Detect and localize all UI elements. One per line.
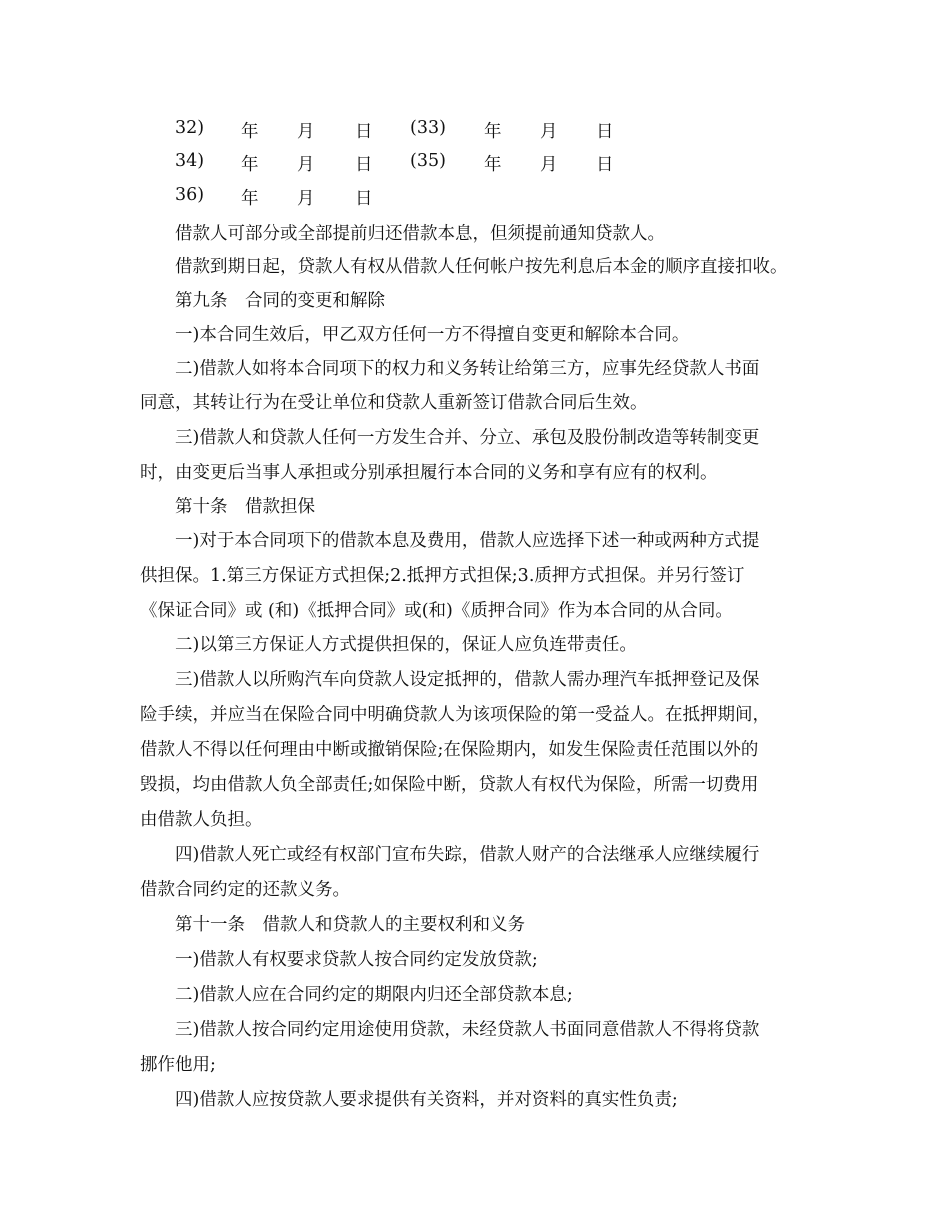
schedule-item-label: (33) [410,118,446,138]
schedule-day: 日 [355,155,373,175]
schedule-month: 月 [297,189,315,209]
paragraph-line: 毁损，均由借款人负全部责任;如保险中断，贷款人有权代为保险，所需一切费用 [140,775,759,795]
paragraph-line: 借款到期日起，贷款人有权从借款人任何帐户按先利息后本金的顺序直接扣收。 [175,257,788,277]
repayment-schedule-row [175,151,655,181]
schedule-day: 日 [596,122,614,142]
paragraph-line: 借款合同约定的还款义务。 [140,880,350,900]
section-heading: 第十一条 借款人和贷款人的主要权利和义务 [175,915,525,935]
paragraph-line: 三)借款人以所购汽车向贷款人设定抵押的，借款人需办理汽车抵押登记及保 [175,670,760,690]
paragraph-line: 一)本合同生效后，甲乙双方任何一方不得擅自变更和解除本合同。 [175,325,690,345]
repayment-schedule-row [175,118,655,148]
schedule-day: 日 [355,189,373,209]
paragraph-line: 挪作他用; [140,1055,216,1075]
paragraph-line: 险手续，并应当在保险合同中明确贷款人为该项保险的第一受益人。在抵押期间， [140,705,770,725]
schedule-month: 月 [297,122,315,142]
schedule-month: 月 [297,155,315,175]
paragraph-line: 《保证合同》或 (和)《抵押合同》或(和)《质押合同》作为本合同的从合同。 [140,601,733,621]
schedule-month: 月 [540,122,558,142]
paragraph-line: 供担保。1.第三方保证方式担保;2.抵押方式担保;3.质押方式担保。并另行签订 [140,566,745,586]
paragraph-line: 一)借款人有权要求贷款人按合同约定发放贷款; [175,950,538,970]
paragraph-line: 借款人不得以任何理由中断或撤销保险;在保险期内，如发生保险责任范围以外的 [140,740,759,760]
schedule-year: 年 [241,155,259,175]
paragraph-line: 二)借款人应在合同约定的期限内归还全部贷款本息; [175,985,573,1005]
paragraph-line: 由借款人负担。 [140,810,263,830]
paragraph-line: 同意，其转让行为在受让单位和贷款人重新签订借款合同后生效。 [140,393,648,413]
repayment-schedule-row [175,185,655,215]
paragraph-line: 借款人可部分或全部提前归还借款本息，但须提前通知贷款人。 [175,224,665,244]
schedule-month: 月 [540,155,558,175]
schedule-year: 年 [484,155,502,175]
paragraph-line: 四)借款人应按贷款人要求提供有关资料，并对资料的真实性负责; [175,1090,678,1110]
schedule-item-label: 34) [175,151,205,171]
paragraph-line: 时，由变更后当事人承担或分别承担履行本合同的义务和享有应有的权利。 [140,463,718,483]
schedule-item-label: 36) [175,185,205,205]
paragraph-line: 三)借款人和贷款人任何一方发生合并、分立、承包及股份制改造等转制变更 [175,428,760,448]
paragraph-line: 一)对于本合同项下的借款本息及费用，借款人应选择下述一种或两种方式提 [175,531,760,551]
schedule-item-label: 32) [175,118,205,138]
schedule-day: 日 [596,155,614,175]
schedule-year: 年 [241,189,259,209]
paragraph-line: 二)以第三方保证人方式提供担保的，保证人应负连带责任。 [175,635,637,655]
paragraph-line: 二)借款人如将本合同项下的权力和义务转让给第三方，应事先经贷款人书面 [175,359,760,379]
schedule-year: 年 [484,122,502,142]
schedule-item-label: (35) [410,151,446,171]
section-heading: 第九条 合同的变更和解除 [175,291,385,311]
schedule-day: 日 [355,122,373,142]
paragraph-line: 四)借款人死亡或经有权部门宣布失踪，借款人财产的合法继承人应继续履行 [175,845,760,865]
section-heading: 第十条 借款担保 [175,497,315,517]
schedule-year: 年 [241,122,259,142]
paragraph-line: 三)借款人按合同约定用途使用贷款，未经贷款人书面同意借款人不得将贷款 [175,1020,760,1040]
